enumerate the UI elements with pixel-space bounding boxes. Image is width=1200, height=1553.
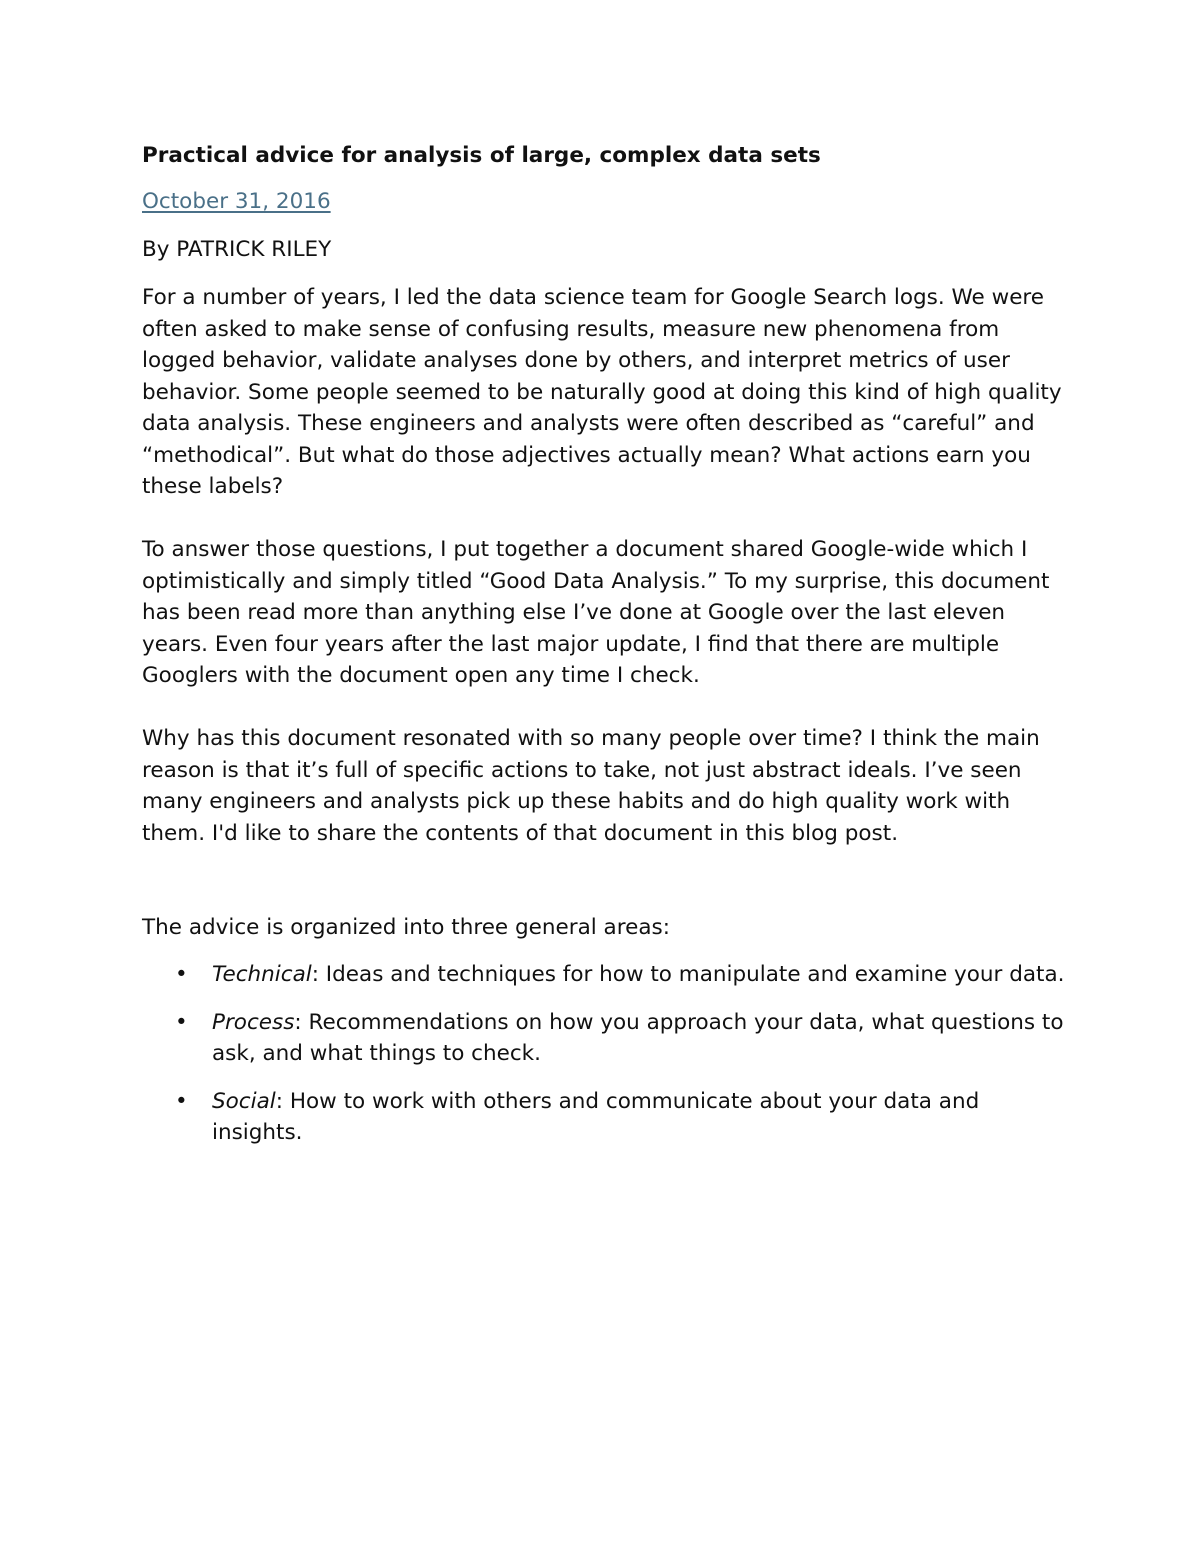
area-description: : Ideas and techniques for how to manipulate and examine your data. <box>311 962 1065 987</box>
areas-list <box>142 959 1067 1149</box>
areas-intro: The advice is organized into three general areas: <box>142 915 670 940</box>
paragraph-intro: For a number of years, I led the data science team for Google Search logs. We were often asked to make sense of confusing results, measure new phenomena from logged behavior, validate analyses done by others, and interpret metrics of user behavior. Some people seemed to be naturally good at doing this kind of high quality data analysis. These engineers and analysts were often described as “careful” and “methodical”. But what do those adjectives actually mean? What actions earn you these labels? <box>142 285 1062 499</box>
post-byline: By PATRICK RILEY <box>142 237 332 262</box>
bullet-icon: • <box>175 1088 188 1114</box>
area-term: Social <box>212 1088 276 1114</box>
area-description: : Recommendations on how you approach your data, what questions to ask, and what things to check. <box>212 1009 1064 1066</box>
bullet-icon: • <box>175 1009 188 1035</box>
post-date-link[interactable]: October 31, 2016 <box>142 189 331 214</box>
area-description: : How to work with others and communicate about your data and insights. <box>212 1088 980 1145</box>
list-item-social <box>142 1086 1067 1149</box>
area-term: Technical <box>212 962 312 987</box>
post-title: Practical advice for analysis of large, complex data sets <box>142 143 821 168</box>
paragraph-document-history: To answer those questions, I put together a document shared Google-wide which I optimistically and simply titled “Good Data Analysis.” To my surprise, this document has been read more than anything else I’ve done at Google over the last eleven years. Even four years after the last major update, I find that there are multiple Googlers with the document open any time I check. <box>142 537 1050 688</box>
area-term: Process <box>212 1009 295 1035</box>
list-item-technical <box>142 959 1067 991</box>
list-item-process <box>142 1007 1067 1070</box>
paragraph-why-resonated: Why has this document resonated with so many people over time? I think the main reason is that it’s full of specific actions to take, not just abstract ideals. I’ve seen many engineers and analysts pick up these habits and do high quality work with them. I'd like to share the contents of that document in this blog post. <box>142 726 1040 846</box>
document-page <box>142 140 1067 1165</box>
bullet-icon: • <box>175 962 188 987</box>
